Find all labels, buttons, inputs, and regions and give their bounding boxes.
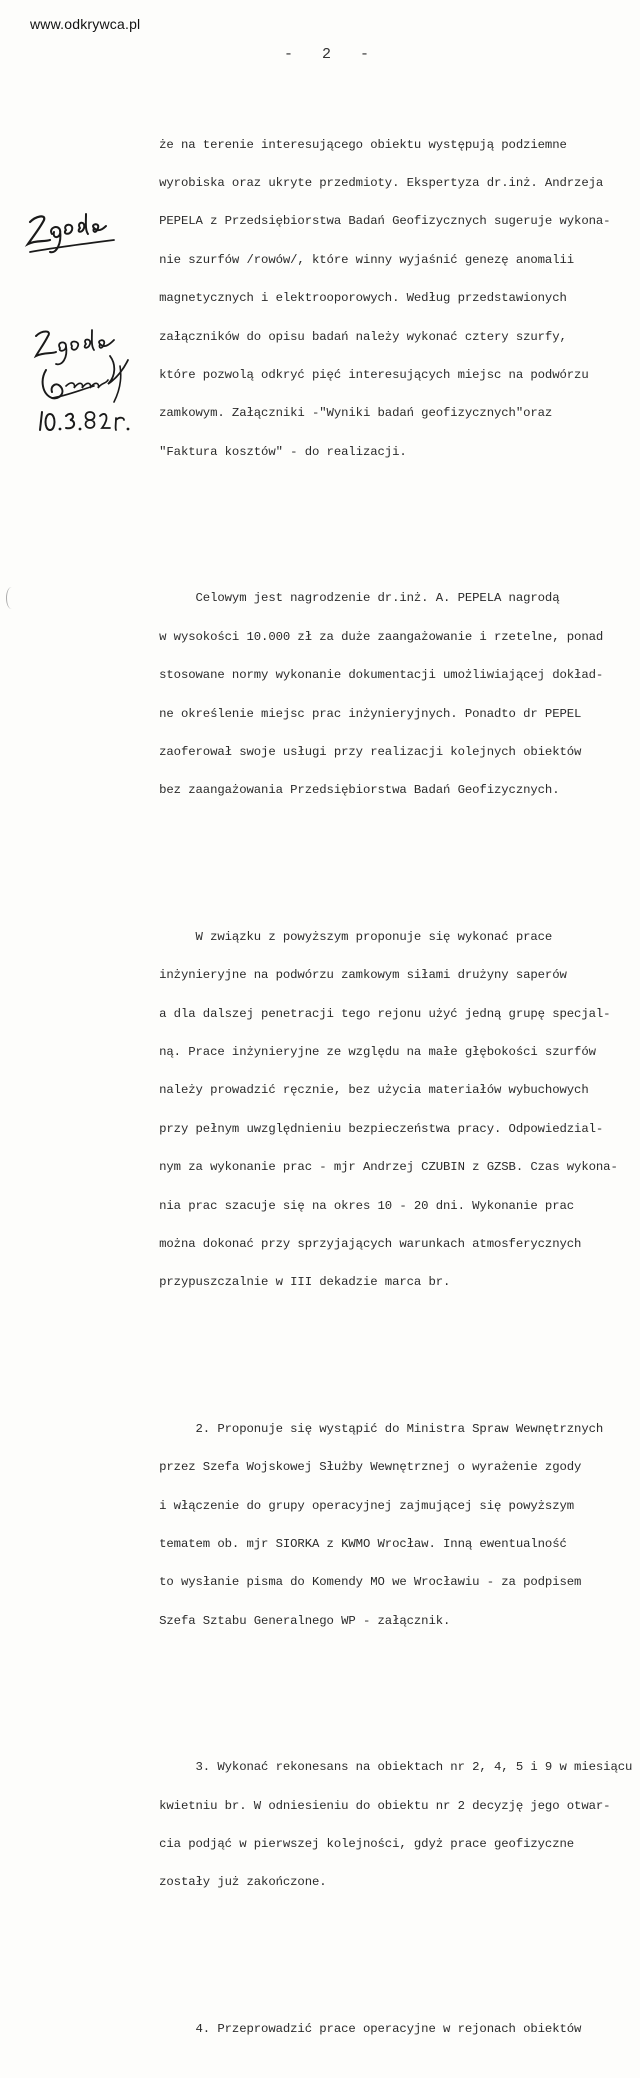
- text-line: 2. Proponuje się wystąpić do Ministra Spraw Wewnętrznych: [159, 1421, 604, 1436]
- paragraph-4: [130, 1401, 630, 1651]
- text-line: PEPELA z Przedsiębiorstwa Badań Geofizycznych sugeruje wykona-: [159, 214, 611, 229]
- text-line: magnetycznych i elektrooporowych. Według przedstawionych: [159, 291, 567, 306]
- paragraph-5: [130, 1739, 633, 1912]
- text-line: kwietniu br. W odniesieniu do obiektu nr 2 decyzję jego otwar-: [159, 1798, 611, 1813]
- text-line: bez zaangażowania Przedsiębiorstwa Badań Geofizycznych.: [159, 783, 560, 798]
- text-line: tematem ob. mjr SIORKA z KWMO Wrocław. Inną ewentualność: [159, 1537, 567, 1552]
- text-line: nia prac szacuje się na okres 10 - 20 dni. Wykonanie prac: [159, 1198, 575, 1213]
- document-body: [130, 78, 633, 2078]
- text-line: ne określenie miejsc prac inżynieryjnych. Ponadto dr PEPEL: [159, 706, 582, 721]
- text-line: "Faktura kosztów" - do realizacji.: [159, 444, 407, 459]
- handwritten-date: [36, 398, 136, 438]
- paragraph-1: [130, 116, 630, 481]
- text-line: to wysłanie pisma do Komendy MO we Wrocławiu - za podpisem: [159, 1575, 582, 1590]
- paragraph-3: [130, 909, 630, 1312]
- paragraph-6: [130, 2001, 630, 2059]
- text-line: 3. Wykonać rekonesans na obiektach nr 2, 4, 5 i 9 w miesiącu: [159, 1760, 633, 1775]
- text-line: że na terenie interesującego obiektu występują podziemne: [159, 137, 567, 152]
- text-line: 4. Przeprowadzić prace operacyjne w rejonach obiektów: [159, 2021, 582, 2036]
- text-line: zamkowym. Załączniki -"Wyniki badań geofizycznych"oraz: [159, 406, 553, 421]
- paragraph-2: [130, 570, 630, 820]
- text-line: przez Szefa Wojskowej Służby Wewnętrznej o wyrażenie zgody: [159, 1460, 582, 1475]
- text-line: w wysokości 10.000 zł za duże zaangażowanie i rzetelne, ponad: [159, 629, 604, 644]
- text-line: nym za wykonanie prac - mjr Andrzej CZUBIN z GZSB. Czas wykona-: [159, 1160, 618, 1175]
- text-line: stosowane normy wykonanie dokumentacji umożliwiającej dokład-: [159, 668, 604, 683]
- text-line: które pozwolą odkryć pięć interesujących miejsc na podwórzu: [159, 368, 589, 383]
- text-line: cia podjąć w pierwszej kolejności, gdyż prace geofizyczne: [159, 1837, 575, 1852]
- text-line: przy pełnym uwzględnieniu bezpieczeństwa pracy. Odpowiedzial-: [159, 1121, 604, 1136]
- text-line: W związku z powyższym proponuje się wykonać prace: [159, 929, 553, 944]
- text-line: Celowym jest nagrodzenie dr.inż. A. PEPELA nagrodą: [159, 591, 560, 606]
- text-line: i włączenie do grupy operacyjnej zajmującej się powyższym: [159, 1498, 575, 1513]
- text-line: inżynieryjne na podwórzu zamkowym siłami drużyny saperów: [159, 968, 567, 983]
- text-line: zaoferował swoje usługi przy realizacji kolejnych obiektów: [159, 744, 582, 759]
- text-line: załączników do opisu badań należy wykonać cztery szurfy,: [159, 329, 567, 344]
- text-line: ną. Prace inżynieryjne ze względu na małe głębokości szurfów: [159, 1044, 596, 1059]
- page-number: - 2 -: [284, 46, 380, 63]
- text-line: a dla dalszej penetracji tego rejonu użyć jedną grupę specjal-: [159, 1006, 611, 1021]
- handwritten-approval-1: [22, 200, 122, 260]
- text-line: przypuszczalnie w III dekadzie marca br.: [159, 1275, 451, 1290]
- text-line: można dokonać przy sprzyjających warunkach atmosferycznych: [159, 1236, 582, 1251]
- text-line: wyrobiska oraz ukryte przedmioty. Ekspertyza dr.inż. Andrzeja: [159, 176, 604, 191]
- watermark: www.odkrywca.pl: [30, 16, 141, 32]
- text-line: zostały już zakończone.: [159, 1875, 327, 1890]
- margin-mark: [6, 587, 17, 609]
- text-line: należy prowadzić ręcznie, bez użycia materiałów wybuchowych: [159, 1083, 589, 1098]
- text-line: nie szurfów /rowów/, które winny wyjaśnić genezę anomalii: [159, 252, 575, 267]
- text-line: Szefa Sztabu Generalnego WP - załącznik.: [159, 1613, 451, 1628]
